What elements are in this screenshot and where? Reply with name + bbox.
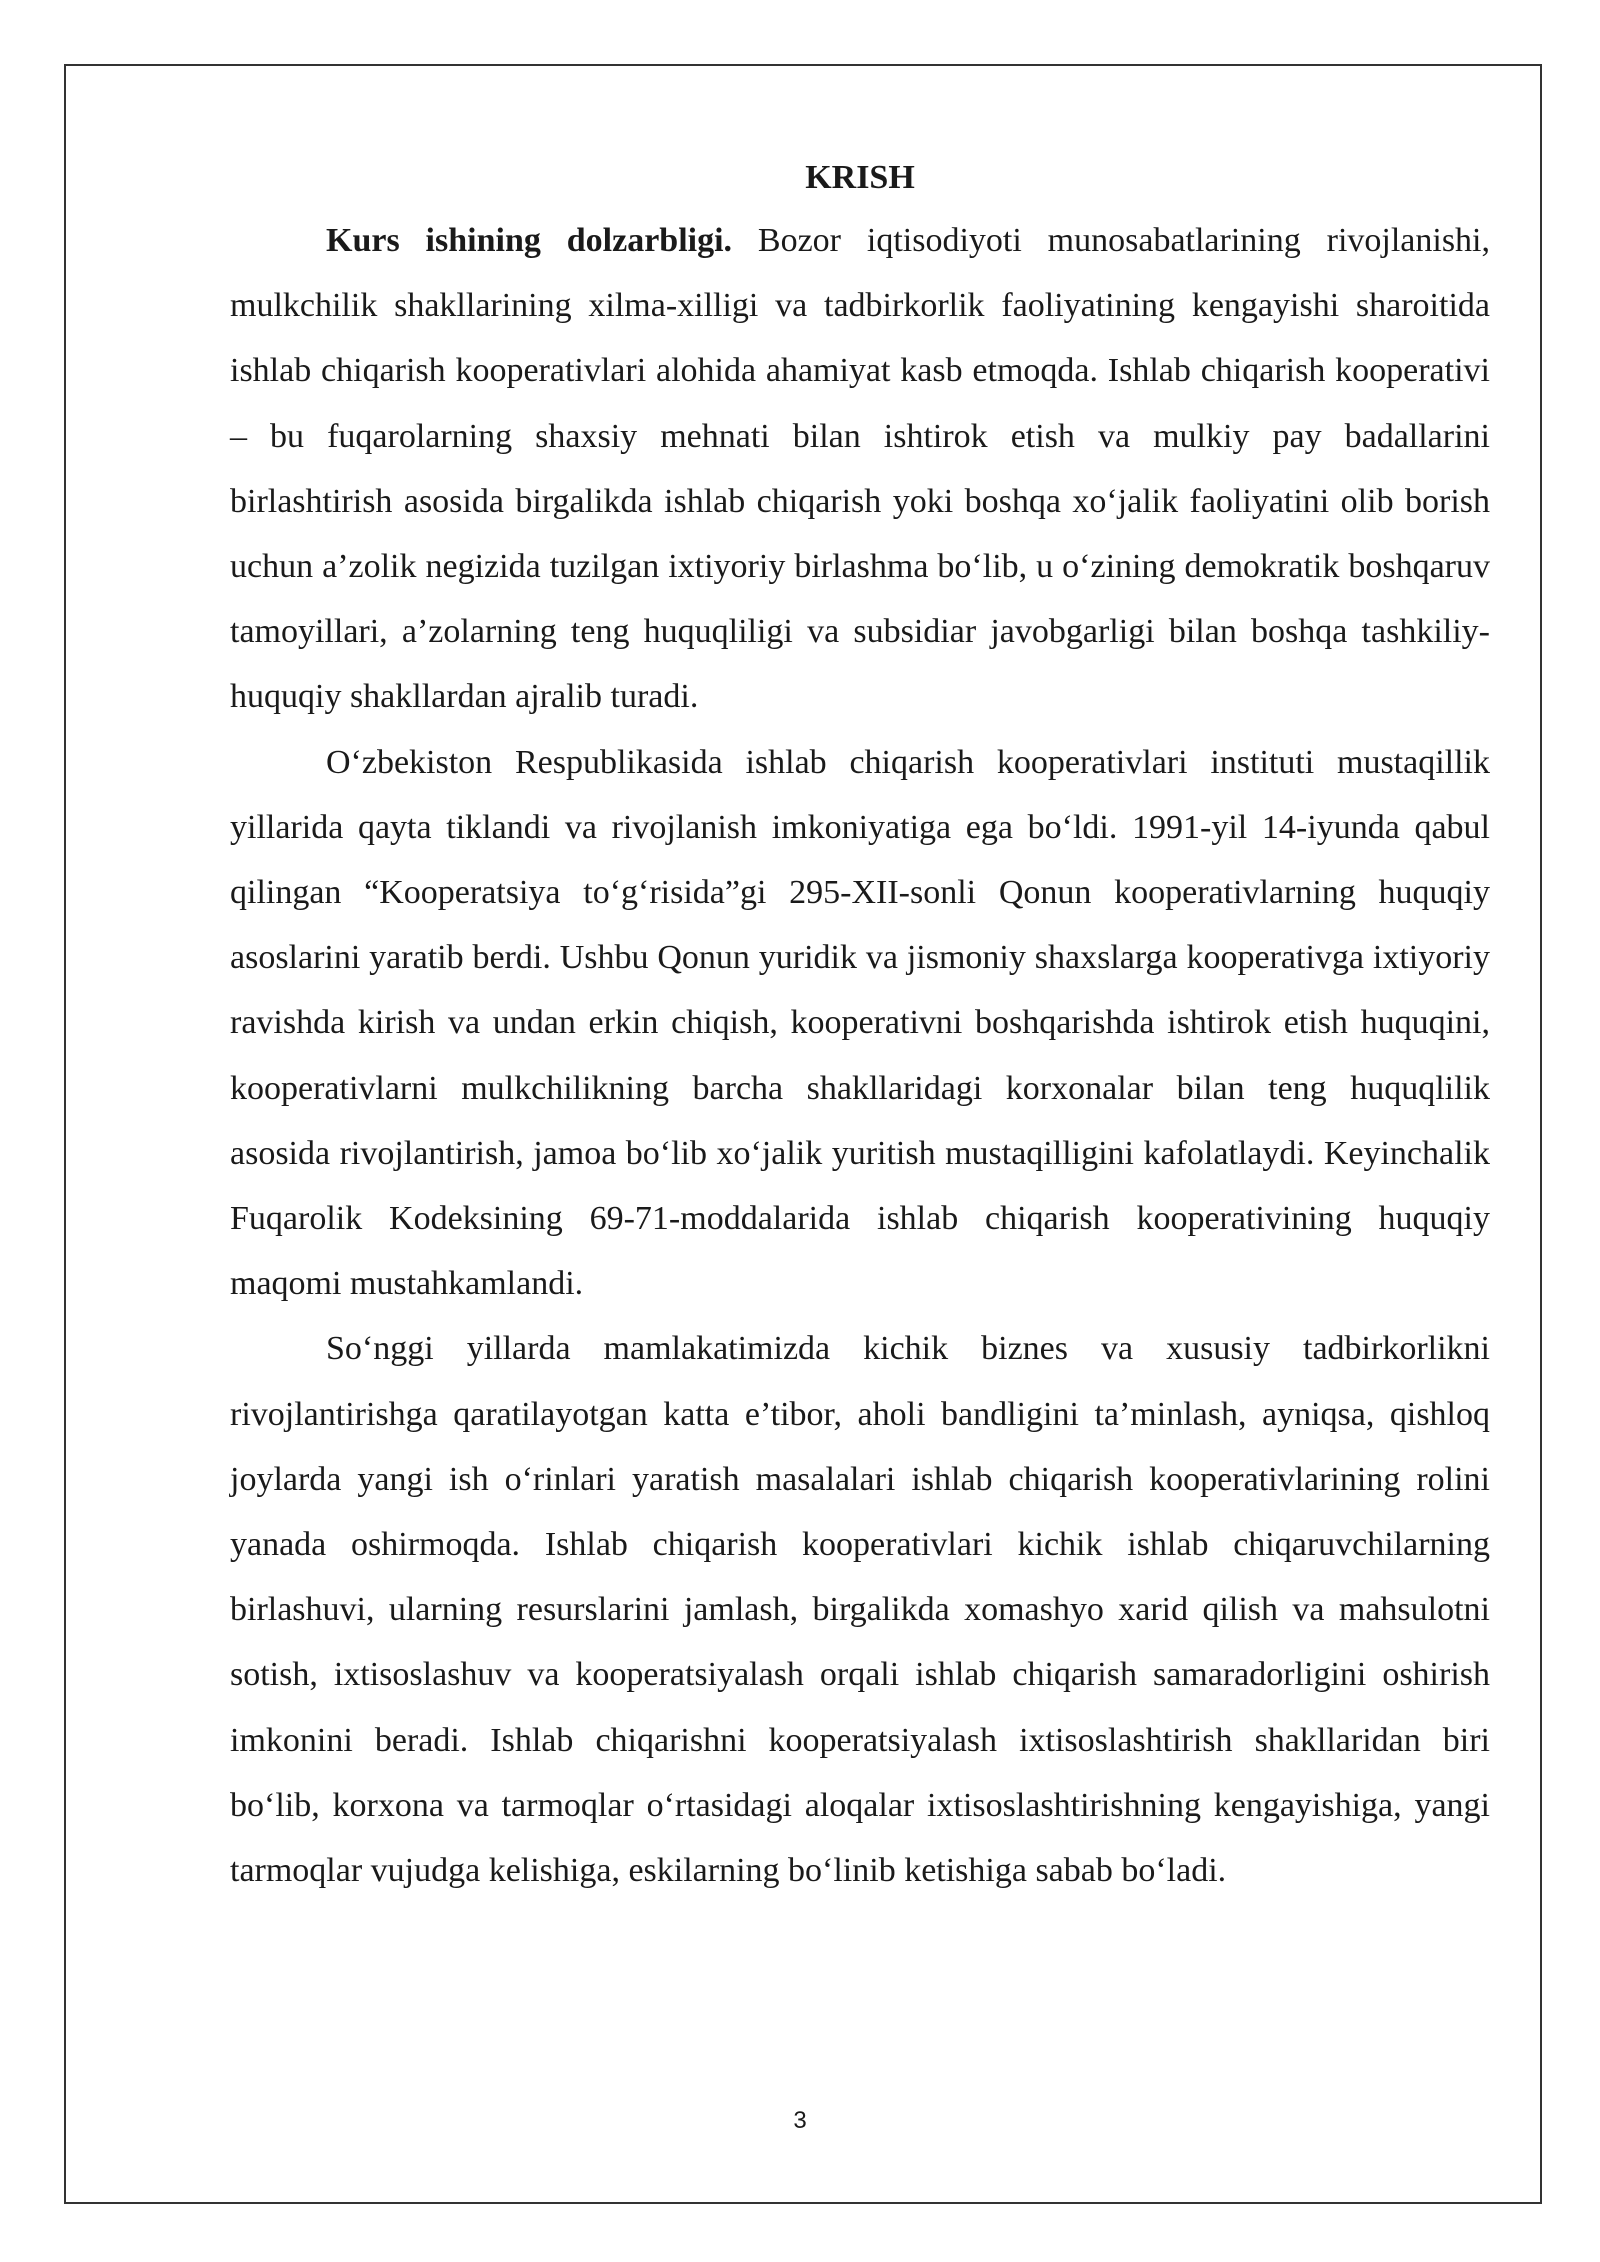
paragraph-text: O‘zbekiston Respublikasida ishlab chiqarish kooperativlari instituti mustaqillik yillarida qayta tiklandi va rivojlanish imkoniyatiga ega bo‘ldi. 1991-yil 14-iyunda qabul qilingan “Kooperatsiya to‘g‘risida”gi 295-XII-sonli Qonun kooperativlarning huquqiy asoslarini yaratib berdi. Ushbu Qonun yuridik va jismoniy shaxslarga kooperativga ixtiyoriy ravishda kirish va undan erkin chiqish, kooperativni boshqarishda ishtirok etish huquqini, kooperativlarni mulkchilikning barcha shakllaridagi korxonalar bilan teng huquqlilik asosida rivojlantirish, jamoa bo‘lib xo‘jalik yuritish mustaqilligini kafolatlaydi. Keyinchalik Fuqarolik Kodeksining 69-71-moddalarida ishlab chiqarish kooperativining huquqiy maqomi mustahkamlandi.: [230, 743, 1490, 1303]
document-title: KRISH: [805, 159, 915, 196]
paragraph-recent-years: [230, 1316, 1490, 1903]
paragraph-text: Bozor iqtisodiyoti munosabatlarining rivojlanishi, mulkchilik shakllarining xilma-xilligi va tadbirkorlik faoliyatining kengayishi sharoitida ishlab chiqarish kooperativlari alohida ahamiyat kasb etmoqda. Ishlab chiqarish kooperativi – bu fuqarolarning shaxsiy mehnati bilan ishtirok etish va mulkiy pay badallarini birlashtirish asosida birgalikda ishlab chiqarish yoki boshqa xo‘jalik faoliyatini olib borish uchun a’zolik negizida tuzilgan ixtiyoriy birlashma bo‘lib, u o‘zining demokratik boshqaruv tamoyillari, a’zolarning teng huquqliligi va subsidiar javobgarligi bilan boshqa tashkiliy-huquqiy shakllardan ajralib turadi.: [230, 222, 1490, 716]
paragraph-lead-heading: Kurs ishining dolzarbligi.: [326, 222, 733, 259]
paragraph-relevance: [230, 208, 1490, 730]
paragraph-text: So‘nggi yillarda mamlakatimizda kichik biznes va xususiy tadbirkorlikni rivojlantirishga qaratilayotgan katta e’tibor, aholi bandligini ta’minlash, ayniqsa, qishloq joylarda yangi ish o‘rinlari yaratish masalalari ishlab chiqarish kooperativlarining rolini yanada oshirmoqda. Ishlab chiqarish kooperativlari kichik ishlab chiqaruvchilarning birlashuvi, ularning resurslarini jamlash, birgalikda xomashyo xarid qilish va mahsulotni sotish, ixtisoslashuv va kooperatsiyalash orqali ishlab chiqarish samaradorligini oshirish imkonini beradi. Ishlab chiqarishni kooperatsiyalash ixtisoslashtirish shakllaridan biri bo‘lib, korxona va tarmoqlar o‘rtasidagi aloqalar ixtisoslashtirishning kengayishiga, yangi tarmoqlar vujudga kelishiga, eskilarning bo‘linib ketishiga sabab bo‘ladi.: [230, 1330, 1490, 1890]
page-number: 3: [793, 2107, 807, 2134]
document-body: [230, 148, 1490, 1903]
paragraph-legal-history: [230, 730, 1490, 1317]
